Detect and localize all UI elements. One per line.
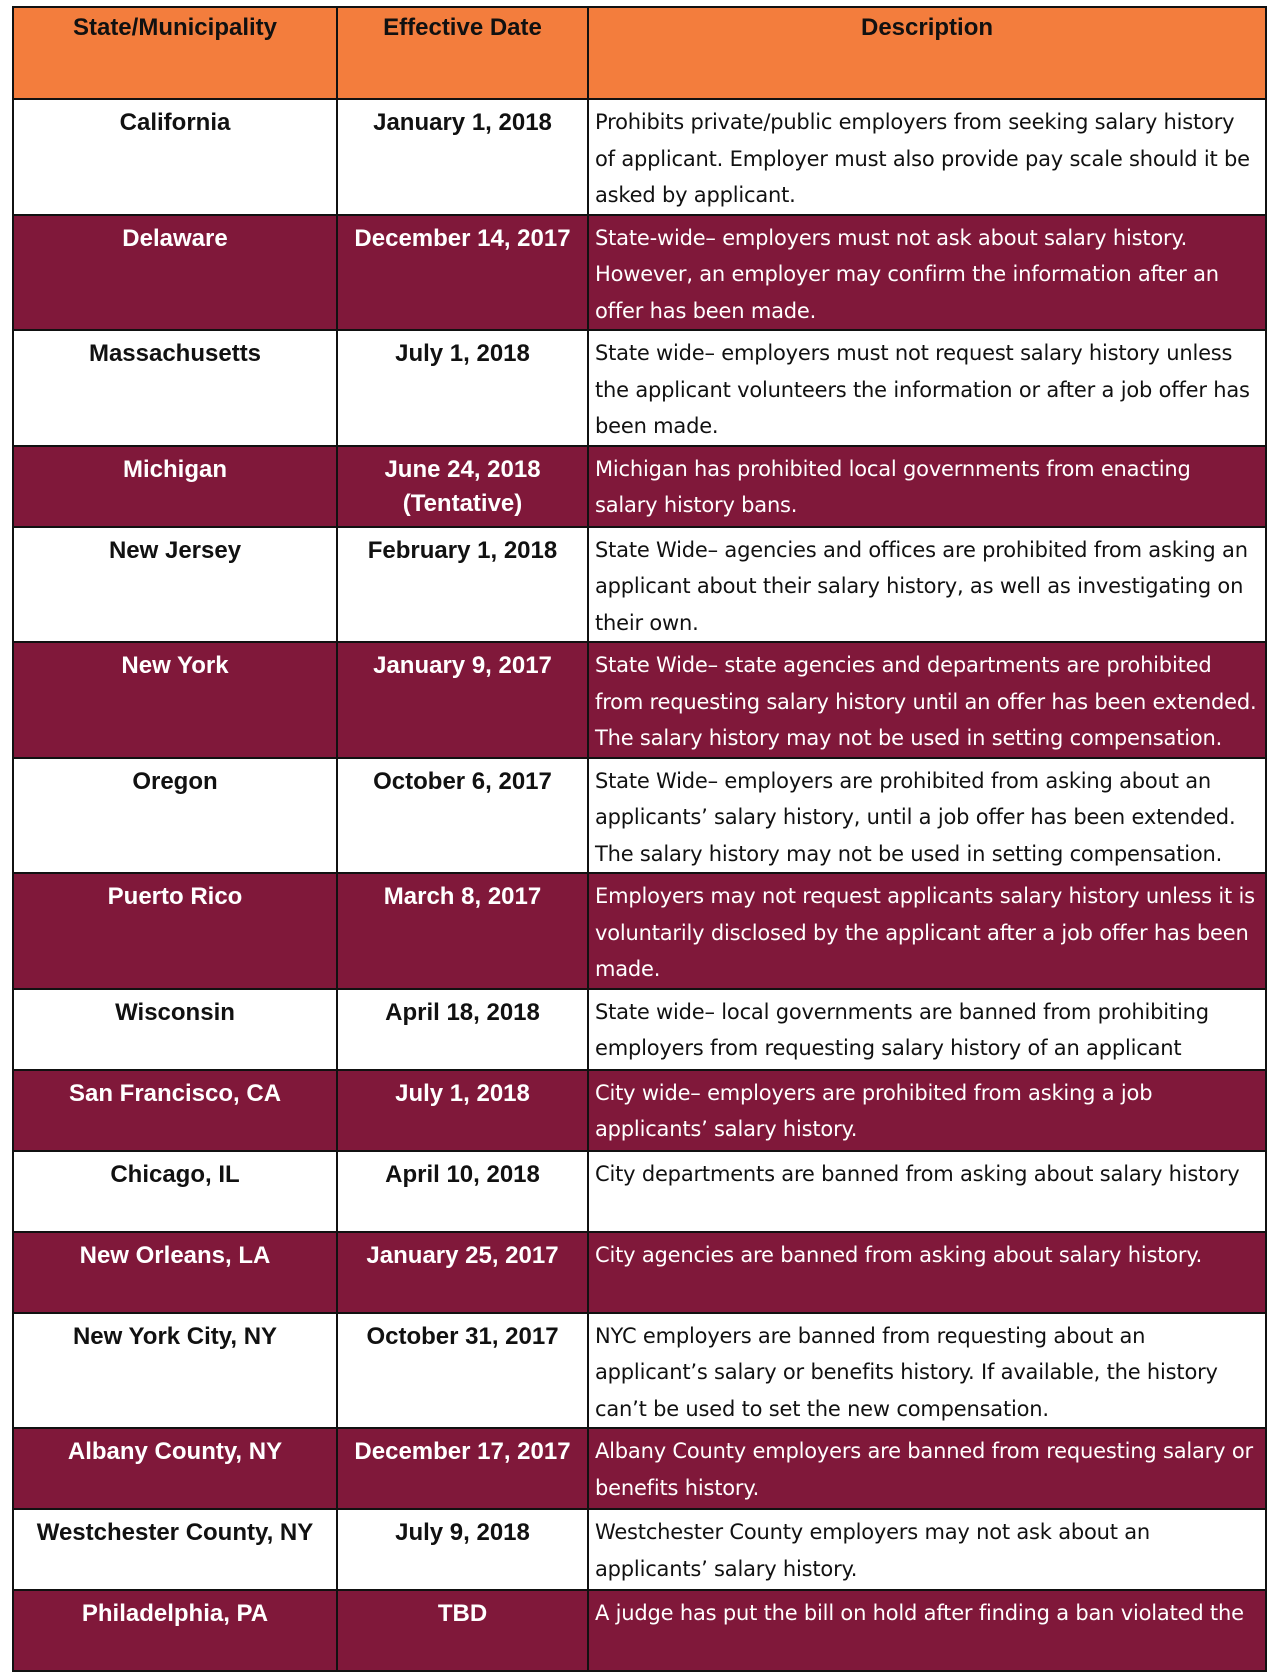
description-cell: State Wide– employers are prohibited from asking about an applicants’ salary history, until a job offer has been extended. The salary history may not be used in setting compensation. bbox=[588, 758, 1266, 874]
header-description: Description bbox=[588, 7, 1266, 99]
state-cell: California bbox=[13, 99, 337, 215]
state-cell: Oregon bbox=[13, 758, 337, 874]
date-cell: February 1, 2018 bbox=[337, 527, 588, 643]
state-cell: New Jersey bbox=[13, 527, 337, 643]
table-row bbox=[13, 527, 1266, 643]
table-row bbox=[13, 642, 1266, 758]
description-cell: A judge has put the bill on hold after finding a ban violated the bbox=[588, 1590, 1266, 1671]
description-cell: Westchester County employers may not ask about an applicants’ salary history. bbox=[588, 1509, 1266, 1590]
state-cell: Delaware bbox=[13, 215, 337, 331]
table-row bbox=[13, 1428, 1266, 1509]
date-cell: March 8, 2017 bbox=[337, 873, 588, 989]
description-cell: Michigan has prohibited local governments from enacting salary history bans. bbox=[588, 446, 1266, 527]
state-cell: New Orleans, LA bbox=[13, 1232, 337, 1313]
table-row bbox=[13, 1070, 1266, 1151]
description-cell: State-wide– employers must not ask about salary history. However, an employer may confirm the information after an offer has been made. bbox=[588, 215, 1266, 331]
date-cell: December 17, 2017 bbox=[337, 1428, 588, 1509]
state-cell: Westchester County, NY bbox=[13, 1509, 337, 1590]
table-row bbox=[13, 1232, 1266, 1313]
table-row bbox=[13, 1590, 1266, 1671]
description-cell: City agencies are banned from asking about salary history. bbox=[588, 1232, 1266, 1313]
description-cell: State Wide– agencies and offices are prohibited from asking an applicant about their salary history, as well as investigating on their own. bbox=[588, 527, 1266, 643]
description-cell: Employers may not request applicants salary history unless it is voluntarily disclosed by the applicant after a job offer has been made. bbox=[588, 873, 1266, 989]
date-cell: January 25, 2017 bbox=[337, 1232, 588, 1313]
date-cell: June 24, 2018 (Tentative) bbox=[337, 446, 588, 527]
salary-history-ban-table bbox=[12, 6, 1267, 1672]
state-cell: New York City, NY bbox=[13, 1313, 337, 1429]
date-cell: July 1, 2018 bbox=[337, 1070, 588, 1151]
description-cell: Prohibits private/public employers from seeking salary history of applicant. Employer must also provide pay scale should it be asked by applicant. bbox=[588, 99, 1266, 215]
header-row bbox=[13, 7, 1266, 99]
date-cell: July 1, 2018 bbox=[337, 330, 588, 446]
date-cell: TBD bbox=[337, 1590, 588, 1671]
date-cell: October 6, 2017 bbox=[337, 758, 588, 874]
description-cell: NYC employers are banned from requesting about an applicant’s salary or benefits history. If available, the history can’t be used to set the new compensation. bbox=[588, 1313, 1266, 1429]
table-row bbox=[13, 1509, 1266, 1590]
table-row bbox=[13, 758, 1266, 874]
table-row bbox=[13, 99, 1266, 215]
date-cell: December 14, 2017 bbox=[337, 215, 588, 331]
date-cell: April 10, 2018 bbox=[337, 1151, 588, 1232]
header-effective-date: Effective Date bbox=[337, 7, 588, 99]
date-cell: January 9, 2017 bbox=[337, 642, 588, 758]
state-cell: New York bbox=[13, 642, 337, 758]
state-cell: Albany County, NY bbox=[13, 1428, 337, 1509]
description-cell: State wide– local governments are banned from prohibiting employers from requesting salary history of an applicant bbox=[588, 989, 1266, 1070]
state-cell: Michigan bbox=[13, 446, 337, 527]
state-cell: San Francisco, CA bbox=[13, 1070, 337, 1151]
salary-history-ban-table-container bbox=[12, 6, 1265, 1672]
description-cell: City departments are banned from asking about salary history bbox=[588, 1151, 1266, 1232]
state-cell: Wisconsin bbox=[13, 989, 337, 1070]
table-row bbox=[13, 873, 1266, 989]
description-cell: State wide– employers must not request salary history unless the applicant volunteers the information or after a job offer has been made. bbox=[588, 330, 1266, 446]
date-cell: April 18, 2018 bbox=[337, 989, 588, 1070]
table-row bbox=[13, 446, 1266, 527]
state-cell: Massachusetts bbox=[13, 330, 337, 446]
state-cell: Puerto Rico bbox=[13, 873, 337, 989]
date-cell: October 31, 2017 bbox=[337, 1313, 588, 1429]
table-row bbox=[13, 989, 1266, 1070]
date-cell: January 1, 2018 bbox=[337, 99, 588, 215]
table-row bbox=[13, 215, 1266, 331]
description-cell: State Wide– state agencies and departments are prohibited from requesting salary history until an offer has been extended. The salary history may not be used in setting compensation. bbox=[588, 642, 1266, 758]
table-row bbox=[13, 1151, 1266, 1232]
header-state: State/Municipality bbox=[13, 7, 337, 99]
table-row bbox=[13, 330, 1266, 446]
date-cell: July 9, 2018 bbox=[337, 1509, 588, 1590]
description-cell: Albany County employers are banned from requesting salary or benefits history. bbox=[588, 1428, 1266, 1509]
table-row bbox=[13, 1313, 1266, 1429]
description-cell: City wide– employers are prohibited from asking a job applicants’ salary history. bbox=[588, 1070, 1266, 1151]
state-cell: Philadelphia, PA bbox=[13, 1590, 337, 1671]
state-cell: Chicago, IL bbox=[13, 1151, 337, 1232]
